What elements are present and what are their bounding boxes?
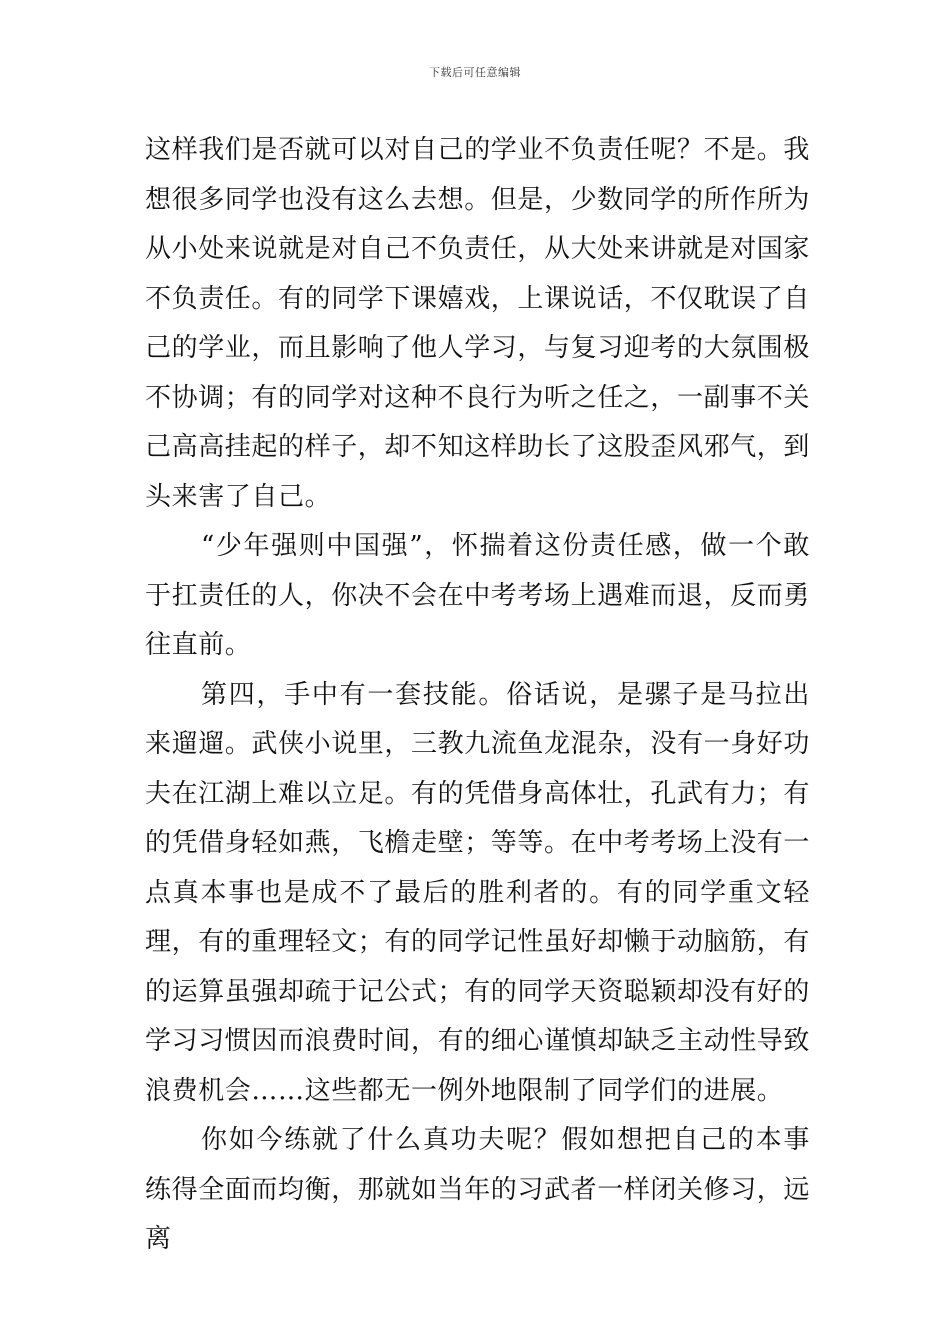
document-body	[145, 126, 810, 1265]
paragraph-3: 第四，手中有一套技能。俗话说，是骡子是马拉出来遛遛。武侠小说里，三教九流鱼龙混杂，没有一身好功夫在江湖上难以立足。有的凭借身高体壮，孔武有力；有的凭借身轻如燕，飞檐走壁；等等。在中考考场上没有一点真本事也是成不了最后的胜利者的。有的同学重文轻理，有的重理轻文；有的同学记性虽好却懒于动脑筋，有的运算虽强却疏于记公式；有的同学天资聪颖却没有好的学习习惯因而浪费时间，有的细心谨慎却缺乏主动性导致浪费机会……这些都无一例外地限制了同学们的进展。	[145, 679, 811, 1106]
paragraph-2: “少年强则中国强”，怀揣着这份责任感，做一个敢于扛责任的人，你决不会在中考考场上遇难而退，反而勇往直前。	[145, 531, 811, 660]
paragraph-1: 这样我们是否就可以对自己的学业不负责任呢？不是。我想很多同学也没有这么去想。但是，少数同学的所作所为从小处来说就是对自己不负责任，从大处来讲就是对国家不负责任。有的同学下课嬉戏，上课说话，不仅耽误了自己的学业，而且影响了他人学习，与复习迎考的大氛围极不协调；有的同学对这种不良行为听之任之，一副事不关己高高挂起的样子，却不知这样助长了这股歪风邪气，到头来害了自己。	[145, 135, 811, 512]
paragraph-4: 你如今练就了什么真功夫呢？假如想把自己的本事练得全面而均衡，那就如当年的习武者一样闭关修习，远离	[145, 1125, 811, 1254]
page-header: 下载后可任意编辑	[429, 66, 521, 79]
